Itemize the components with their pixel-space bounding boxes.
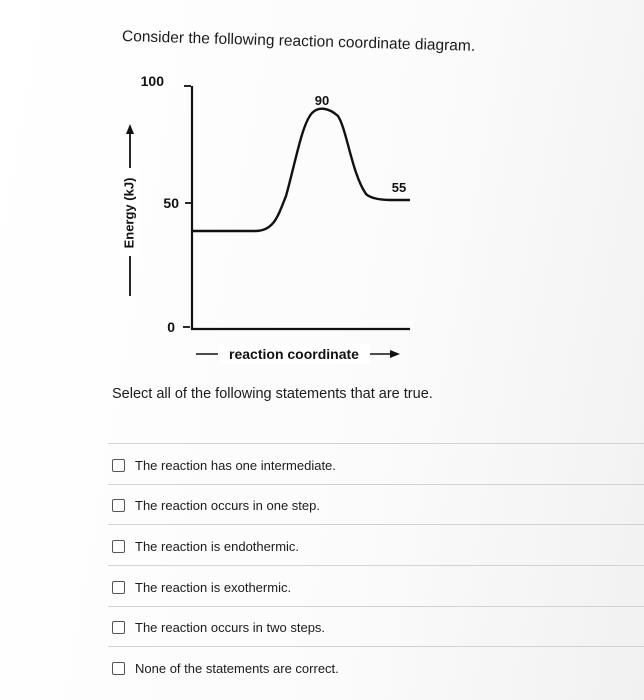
divider xyxy=(108,565,644,566)
tick-label-100: 100 xyxy=(140,73,164,89)
option-endothermic[interactable] xyxy=(112,536,299,556)
x-axis-arrow-head xyxy=(390,350,400,358)
checkbox[interactable] xyxy=(112,662,125,675)
divider xyxy=(108,443,644,444)
instruction-text: Select all of the following statements that are true. xyxy=(112,386,433,402)
energy-curve xyxy=(192,109,410,231)
tick-label-0: 0 xyxy=(167,319,175,335)
option-exothermic[interactable] xyxy=(112,577,291,597)
divider xyxy=(108,484,644,485)
option-label: The reaction occurs in one step. xyxy=(135,497,320,513)
option-two-steps[interactable] xyxy=(112,617,325,637)
y-axis-label: Energy (kJ) xyxy=(121,177,137,249)
tick-label-50: 50 xyxy=(163,195,179,211)
option-label: The reaction has one intermediate. xyxy=(135,457,336,473)
option-label: The reaction is endothermic. xyxy=(135,538,300,554)
option-label: None of the statements are correct. xyxy=(135,660,339,676)
x-axis-label: reaction coordinate xyxy=(229,346,359,362)
product-energy-label: 55 xyxy=(391,180,407,195)
option-label: The reaction occurs in two steps. xyxy=(135,619,326,635)
option-one-intermediate[interactable] xyxy=(112,455,336,475)
checkbox[interactable] xyxy=(112,540,125,553)
diagram-svg xyxy=(100,68,440,368)
checkbox[interactable] xyxy=(112,459,125,472)
divider xyxy=(108,646,644,647)
divider xyxy=(108,606,644,607)
x-axis-label-group xyxy=(196,344,400,364)
peak-energy-label: 90 xyxy=(314,93,330,108)
y-axis-arrow-head xyxy=(126,124,134,134)
checkbox[interactable] xyxy=(112,581,125,594)
checkbox[interactable] xyxy=(112,499,125,512)
option-one-step[interactable] xyxy=(112,495,320,515)
option-none-correct[interactable] xyxy=(112,658,339,678)
checkbox[interactable] xyxy=(112,621,125,634)
divider xyxy=(108,524,644,525)
y-axis-label-group xyxy=(120,124,140,296)
option-label: The reaction is exothermic. xyxy=(135,579,292,595)
reaction-coordinate-diagram xyxy=(100,68,440,368)
question-prompt: Consider the following reaction coordinate diagram. xyxy=(121,28,476,55)
